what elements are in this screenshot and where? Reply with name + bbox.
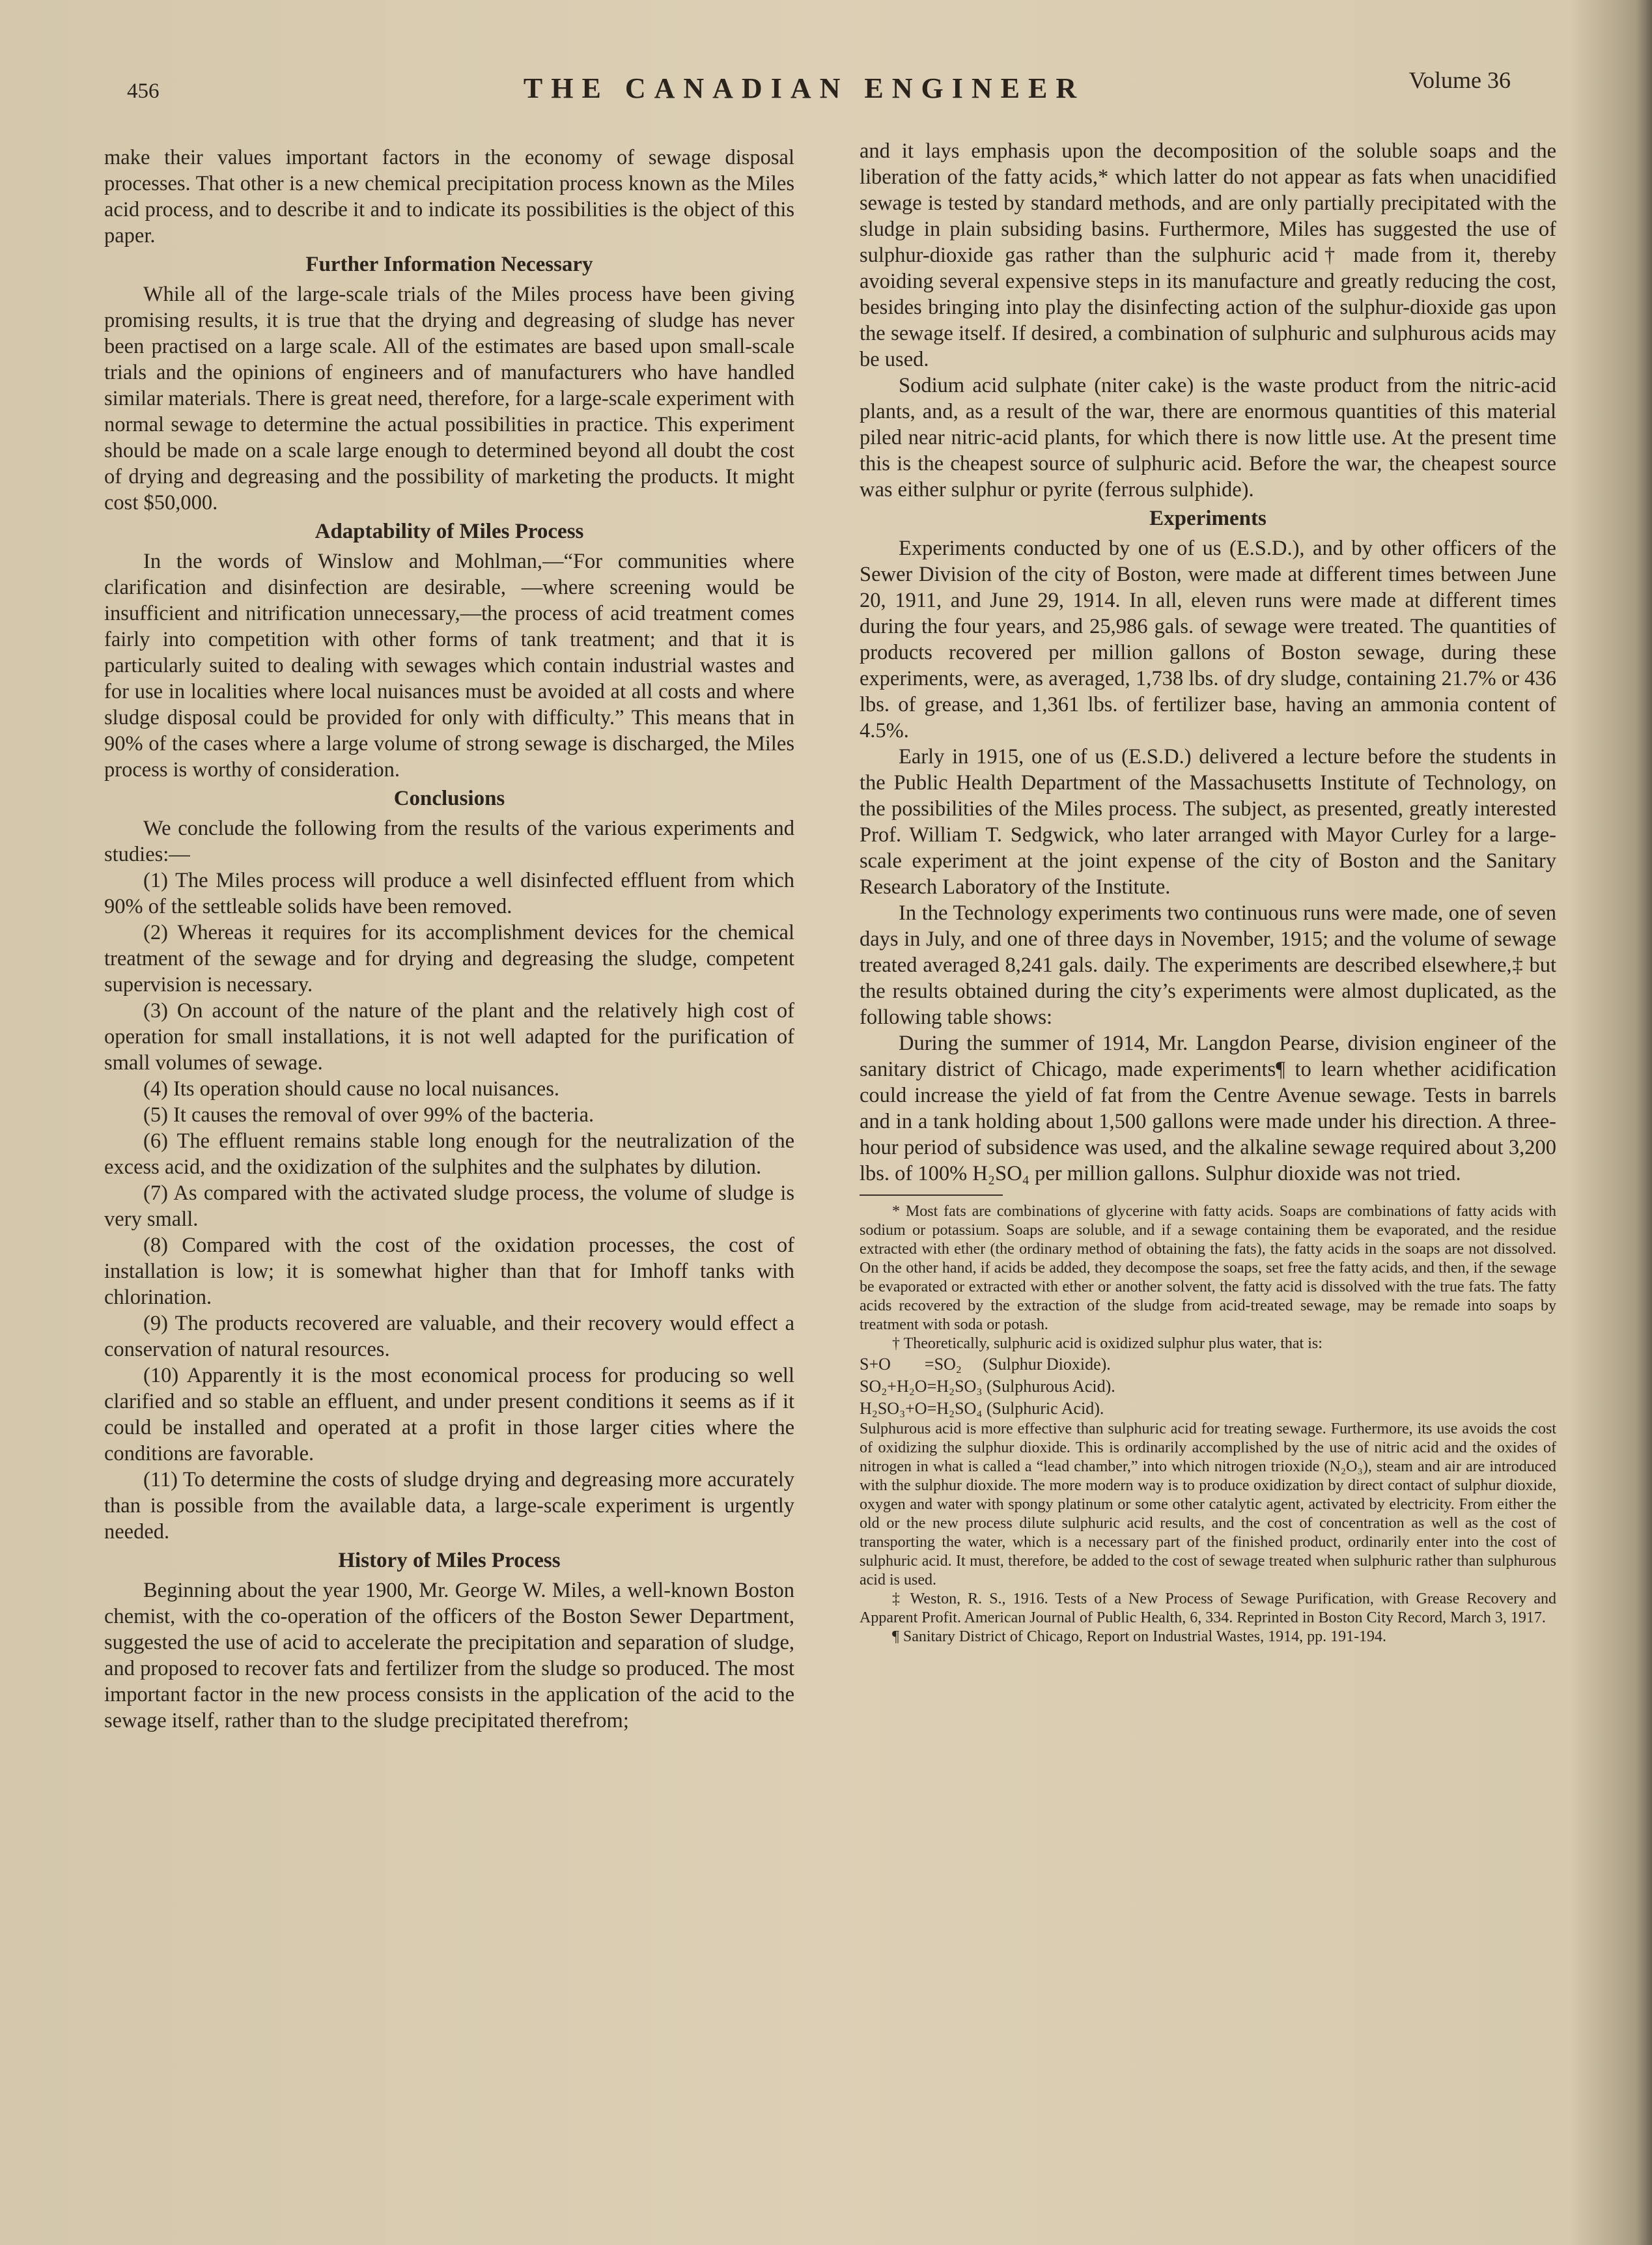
chemical-equation: H₂SO₃+O=H₂SO₄ (Sulphuric Acid). bbox=[860, 1399, 1104, 1418]
conclusion-item: (4) Its operation should cause no local nuisances. bbox=[143, 1077, 559, 1101]
conclusion-item: (5) It causes the removal of over 99% of the bacteria. bbox=[143, 1103, 595, 1127]
conclusion-item: (6) The effluent remains stable long enough for the neutralization of the excess acid, and the oxidization of the sulphites and the sulphates by dilution. bbox=[104, 1129, 794, 1179]
paragraph: Sodium acid sulphate (niter cake) is the waste product from the nitric-acid plants, and, as a result of the war, there are enormous quantities of this material piled near nitric-acid plants, for which there is now little use. At the present time this is the cheapest source of sulphuric acid. Before the war, the cheapest source was either sulphur or pyrite (ferrous sulphide). bbox=[860, 374, 1556, 501]
footnote: ‡ Weston, R. S., 1916. Tests of a New Process of Sewage Purification, with Grease Recovery and Apparent Profit. American Journal of Public Health, 6, 334. Reprinted in Boston City Record, March 3, 1917. bbox=[860, 1590, 1556, 1626]
paragraph: In the Technology experiments two continuous runs were made, one of seven days in July, and one of three days in November, 1915; and the volume of sewage treated averaged 8,241 gals. daily. The experiments are described elsewhere,‡ but the results obtained during the city’s experiments were almost duplicated, as the following table shows: bbox=[860, 901, 1556, 1029]
conclusion-item: (10) Apparently it is the most economical process for producing so well clarified and so stable an effluent, and under present conditions it seems as if it could be installed and operated at a profit in those larger cities where the conditions are favorable. bbox=[104, 1364, 794, 1465]
footnote: Sulphurous acid is more effective than sulphuric acid for treating sewage. Furthermore, its use avoids the cost of oxidizing the sulphur dioxide. This is ordinarily accomplished by the use of nitric acid and the oxides of nitrogen in what is called a “lead chamber,” into which nitrogen trioxide (N₂O₃), steam and air are introduced with the sulphur dioxide. The more modern way is to produce oxidization by direct contact of sulphur dioxide, oxygen and water with spongy platinum or some other catalytic agent, activated by electricity. From either the old or the new process dilute sulphuric acid results, and the cost of concentration as well as the cost of transporting the water, which is a necessary part of the finished product, ordinarily enter into the cost of sulphuric acid. It must, therefore, be added to the cost of sewage treated when sulphuric rather than sulphurous acid is used. bbox=[860, 1420, 1556, 1588]
chemical-equation: S+O =SO₂ (Sulphur Dioxide). bbox=[860, 1355, 1111, 1374]
paragraph: Experiments conducted by one of us (E.S.D.), and by other officers of the Sewer Division of the city of Boston, were made at different times between June 20, 1911, and June 29, 1914. In all, eleven runs were made at different times during the four years, and 25,986 gals. of sewage were treated. The quantities of products recovered per million gallons of Boston sewage, during these experiments, were, as averaged, 1,738 lbs. of dry sludge, containing 21.7% or 436 lbs. of grease, and 1,361 lbs. of fertilizer base, having an ammonia content of 4.5%. bbox=[860, 537, 1556, 742]
section-heading: Experiments bbox=[1149, 507, 1267, 530]
paragraph: In the words of Winslow and Mohlman,—“For communities where clarification and disinfection are desirable, —where screening would be insufficient and nitrification unnecessary,—the process of acid treatment comes fairly into competition with other forms of tank treatment; and that it is particularly suited to dealing with sewages which contain industrial wastes and for use in localities where local nuisances must be avoided at all costs and where sludge disposal could be provided for only with difficulty.” This means that in 90% of the cases where a large volume of strong sewage is discharged, the Miles process is worthy of consideration. bbox=[104, 550, 794, 782]
footnote: ¶ Sanitary District of Chicago, Report on Industrial Wastes, 1914, pp. 191-194. bbox=[892, 1628, 1387, 1645]
section-heading: Further Information Necessary bbox=[305, 253, 593, 276]
paragraph: Beginning about the year 1900, Mr. George W. Miles, a well-known Boston chemist, with the co-operation of the officers of the Boston Sewer Department, suggested the use of acid to accelerate the precipitation and separation of sludge, and proposed to recover fats and fertilizer from the sludge so produced. The most important factor in the new process consists in the application of the acid to the sewage itself, rather than to the sludge precipitated therefrom; bbox=[104, 1579, 794, 1732]
left-column bbox=[104, 145, 794, 1734]
page-header bbox=[98, 65, 1511, 111]
conclusion-item: (3) On account of the nature of the plant and the relatively high cost of operation for small installations, it is not well adapted for the purification of small volumes of sewage. bbox=[104, 999, 794, 1075]
conclusion-item: (2) Whereas it requires for its accomplishment devices for the chemical treatment of the sewage and for drying and degreasing the sludge, competent supervision is necessary. bbox=[104, 921, 794, 996]
right-column bbox=[860, 138, 1556, 1646]
paragraph: We conclude the following from the results of the various experiments and studies:— bbox=[104, 817, 794, 866]
section-heading: Conclusions bbox=[393, 787, 505, 810]
conclusion-item: (9) The products recovered are valuable, and their recovery would effect a conservation of natural resources. bbox=[104, 1312, 794, 1361]
journal-title: THE CANADIAN ENGINEER bbox=[523, 72, 1085, 104]
paragraph: make their values important factors in the economy of sewage disposal processes. That other is a new chemical precipitation process known as the Miles acid process, and to describe it and to indicate its possibilities is the object of this paper. bbox=[104, 146, 794, 247]
footnote: * Most fats are combinations of glycerine with fatty acids. Soaps are combinations of fatty acids with sodium or potassium. Soaps are soluble, and if a sewage containing them be evaporated, and the residue extracted with ether (the ordinary method of obtaining the fats), the fatty acids in the soaps are not dissolved. On the other hand, if acids be added, they decompose the soaps, set free the fatty acids, and then, if the sewage be evaporated or extracted with ether or another solvent, the fatty acid is dissolved with the true fats. The fatty acids recovered by the extraction of the sludge from acid-treated sewage, may be remade into soaps by treatment with soda or potash. bbox=[860, 1203, 1556, 1333]
chemical-equation: SO₂+H₂O=H₂SO₃ (Sulphurous Acid). bbox=[860, 1377, 1115, 1396]
volume-label: Volume 36 bbox=[1408, 67, 1511, 93]
paragraph: During the summer of 1914, Mr. Langdon Pearse, division engineer of the sanitary district of Chicago, made experiments¶ to learn whether acidification could increase the yield of fat from the Centre Avenue sewage. Tests in barrels and in a tank holding about 1,500 gallons were made under his direction. A three-hour period of subsidence was used, and the alkaline sewage required about 3,200 lbs. of 100% H₂SO₄ per million gallons. Sulphur dioxide was not tried. bbox=[860, 1032, 1556, 1185]
section-heading: History of Miles Process bbox=[338, 1549, 561, 1572]
paragraph: While all of the large-scale trials of the Miles process have been giving promising results, it is true that the drying and degreasing of sludge has never been practised on a large scale. All of the estimates are based upon small-scale trials and the opinions of engineers and of manufacturers who have handled similar materials. There is great need, therefore, for a large-scale experiment with normal sewage to determine the actual possibilities in practice. This experiment should be made on a scale large enough to determined beyond all doubt the cost of drying and degreasing and the possibility of marketing the products. It might cost $50,000. bbox=[104, 283, 794, 515]
conclusion-item: (1) The Miles process will produce a well disinfected effluent from which 90% of the settleable solids have been removed. bbox=[104, 869, 794, 918]
footnote: † Theoretically, sulphuric acid is oxidized sulphur plus water, that is: bbox=[892, 1335, 1323, 1352]
section-heading: Adaptability of Miles Process bbox=[315, 520, 584, 543]
footnote-divider bbox=[860, 1194, 1003, 1196]
conclusion-item: (7) As compared with the activated sludge process, the volume of sludge is very small. bbox=[104, 1181, 794, 1231]
paragraph: and it lays emphasis upon the decomposition of the soluble soaps and the liberation of the fatty acids,* which latter do not appear as fats when unacidified sewage is tested by standard methods, and are only partially precipitated with the sludge in plain subsiding basins. Furthermore, Miles has suggested the use of sulphur-dioxide gas rather than the sulphuric acid† made from it, thereby avoiding several expensive steps in its manufacture and greatly reducing the cost, besides bringing into play the disinfecting action of the sulphur-dioxide gas upon the sewage itself. If desired, a combination of sulphuric and sulphurous acids may be used. bbox=[860, 139, 1556, 371]
conclusion-item: (11) To determine the costs of sludge drying and degreasing more accurately than is possible from the available data, a large-scale experiment is urgently needed. bbox=[104, 1468, 794, 1544]
conclusion-item: (8) Compared with the cost of the oxidation processes, the cost of installation is low; it is somewhat higher than that for Imhoff tanks with chlorination. bbox=[104, 1234, 794, 1309]
paragraph: Early in 1915, one of us (E.S.D.) delivered a lecture before the students in the Public Health Department of the Massachusetts Institute of Technology, on the possibilities of the Miles process. The subject, as presented, greatly interested Prof. William T. Sedgwick, who later arranged with Mayor Curley for a large-scale experiment at the joint expense of the city of Boston and the Sanitary Research Laboratory of the Institute. bbox=[860, 745, 1556, 899]
page-number: 456 bbox=[127, 79, 160, 103]
